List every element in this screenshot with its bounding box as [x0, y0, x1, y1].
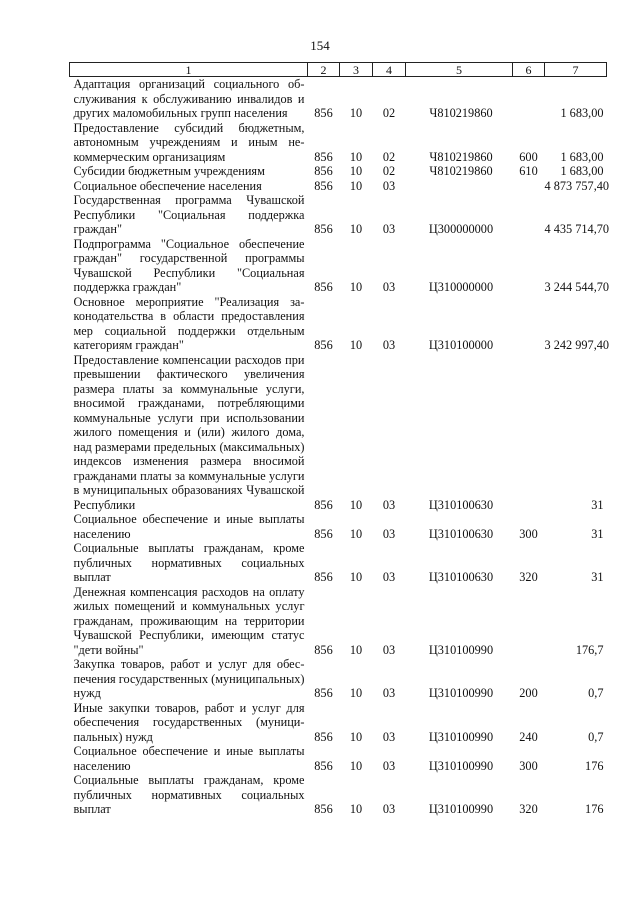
row-subsection-code: 03 [382, 526, 396, 541]
row-amount: 4 435 714,70 [544, 222, 610, 236]
row-ved-code: 856 [314, 178, 333, 193]
row-target-article: Ц310100990 [428, 802, 494, 816]
row-ved-code: 856 [314, 570, 333, 584]
row-amount: 176 [585, 758, 604, 773]
row-subsection-code: 02 [382, 106, 396, 120]
row-subsection-code: 02 [382, 164, 396, 178]
row-section-code: 10 [349, 686, 363, 700]
row-amount: 31 [591, 497, 604, 512]
row-subsection-code: 03 [382, 222, 396, 236]
row-section-code: 10 [349, 222, 363, 236]
row-amount: 4 873 757,40 [544, 178, 610, 193]
row-amount: 1 683,00 [560, 149, 604, 164]
row-amount: 1 683,00 [560, 164, 604, 178]
budget-table [69, 62, 610, 817]
row-amount: 3 244 544,70 [544, 280, 610, 294]
row-ved-code: 856 [314, 164, 333, 178]
row-expense-type [513, 179, 545, 194]
row-name: Иные закупки товаров, работ и услуг для обеспечения государственных (муниципальных) нужд [73, 700, 305, 744]
header-col-7: 7 [545, 63, 607, 77]
table-row [70, 701, 607, 745]
row-ved-code: 856 [314, 280, 333, 294]
row-target-article [406, 179, 513, 194]
row-expense-type [513, 295, 545, 353]
row-expense-type: 320 [519, 570, 538, 584]
table-row [70, 512, 607, 541]
row-subsection-code: 03 [382, 338, 396, 352]
row-target-article: Ц310100630 [428, 526, 494, 541]
row-subsection-code: 03 [382, 729, 396, 744]
row-amount: 31 [591, 570, 604, 584]
row-name: Субсидии бюджетным учреждениям [73, 164, 265, 178]
row-target-article: Ч810219860 [429, 149, 493, 164]
row-expense-type [513, 237, 545, 295]
page-number: 154 [310, 38, 330, 53]
table-body [70, 77, 610, 817]
row-name: Социальные выплаты гражданам, кроме публичных нормативных социальных выплат [73, 773, 305, 816]
row-name: Социальное обеспечение населения [73, 178, 262, 193]
row-expense-type [513, 77, 545, 121]
row-target-article: Ч810219860 [429, 164, 493, 178]
row-expense-type [513, 585, 545, 658]
table-row [70, 353, 607, 513]
row-target-article: Ц310100990 [428, 642, 494, 657]
table-row [70, 164, 607, 179]
row-target-article: Ц300000000 [428, 222, 494, 236]
row-name: Закупка товаров, работ и услуг для обеспечения государственных (муниципальных) нужд [73, 657, 305, 700]
row-section-code: 10 [349, 758, 363, 773]
table-row [70, 295, 607, 353]
row-expense-type: 240 [519, 729, 538, 744]
row-amount: 1 683,00 [560, 106, 604, 120]
row-section-code: 10 [349, 280, 363, 294]
row-section-code: 10 [349, 178, 363, 193]
row-ved-code: 856 [314, 526, 333, 541]
row-subsection-code: 03 [382, 280, 396, 294]
table-row [70, 657, 607, 701]
row-section-code: 10 [349, 497, 363, 512]
row-target-article: Ц310100990 [428, 758, 494, 773]
row-amount: 176 [585, 802, 604, 816]
row-section-code: 10 [349, 642, 363, 657]
row-name: Предоставление субсидий бюджетным, автономным учреждениям и иным некоммерческим организациям [73, 120, 305, 164]
row-target-article: Ц310100990 [428, 729, 494, 744]
row-name: Подпрограмма "Социальное обеспечение граждан" государственной программы Чувашской Республики "Социальная поддержка граждан" [73, 236, 305, 294]
row-ved-code: 856 [314, 642, 333, 657]
table-row [70, 237, 607, 295]
row-name: Адаптация организаций социального обслуживания к обслуживанию инвалидов и других маломобильных групп населения [73, 77, 305, 120]
row-name: Социальное обеспечение и иные выплаты населению [73, 744, 305, 773]
row-target-article: Ц310100990 [428, 686, 494, 700]
row-name: Основное мероприятие "Реализация законодательства в области предоставления мер социальной поддержки отдельным категориям граждан" [73, 294, 305, 352]
row-expense-type: 300 [519, 526, 538, 541]
row-subsection-code: 03 [382, 686, 396, 700]
row-name: Государственная программа Чувашской Республики "Социальная поддержка граждан" [73, 193, 305, 236]
header-col-2: 2 [308, 63, 340, 77]
row-section-code: 10 [349, 526, 363, 541]
table-row [70, 773, 607, 817]
table-row [70, 744, 607, 773]
row-ved-code: 856 [314, 222, 333, 236]
row-ved-code: 856 [314, 758, 333, 773]
row-section-code: 10 [349, 729, 363, 744]
row-target-article: Ц310100000 [428, 338, 494, 352]
header-col-5: 5 [406, 63, 513, 77]
row-ved-code: 856 [314, 497, 333, 512]
row-ved-code: 856 [314, 106, 333, 120]
row-name: Предоставление компенсации расходов при превышении фактического увеличения размера платы за коммунальные услуги, вносимой гражданами, потребляющими коммунальные услуги при использовании жилого помещения и (или) жилого дома, над размерами предельных (максимальных) индексов изменения размера вносимой гражданами платы за коммунальные услуги в муниципальных образованиях Чувашской Республики [73, 352, 305, 512]
row-section-code: 10 [349, 338, 363, 352]
table-row [70, 193, 607, 237]
row-ved-code: 856 [314, 729, 333, 744]
header-col-6: 6 [513, 63, 545, 77]
row-ved-code: 856 [314, 338, 333, 352]
row-section-code: 10 [349, 570, 363, 584]
row-section-code: 10 [349, 106, 363, 120]
header-row [70, 63, 607, 77]
row-section-code: 10 [349, 802, 363, 816]
row-section-code: 10 [349, 164, 363, 178]
row-expense-type: 600 [519, 149, 538, 164]
row-target-article: Ч810219860 [429, 106, 493, 120]
row-name: Социальное обеспечение и иные выплаты населению [73, 512, 305, 541]
row-ved-code: 856 [314, 149, 333, 164]
row-subsection-code: 03 [382, 497, 396, 512]
header-col-1: 1 [70, 63, 308, 77]
row-ved-code: 856 [314, 686, 333, 700]
table-row [70, 541, 607, 585]
row-amount: 0,7 [588, 686, 604, 700]
row-section-code: 10 [349, 149, 363, 164]
row-amount: 176,7 [575, 642, 604, 657]
row-subsection-code: 03 [382, 758, 396, 773]
row-target-article: Ц310100630 [428, 497, 494, 512]
row-name: Денежная компенсация расходов на оплату жилых помещений и коммунальных услуг гражданам, проживающим на территории Чувашской Республики, имеющим статус "дети войны" [73, 584, 305, 657]
row-name: Социальные выплаты гражданам, кроме публичных нормативных социальных выплат [73, 541, 305, 584]
row-subsection-code: 03 [382, 178, 396, 193]
row-target-article: Ц310000000 [428, 280, 494, 294]
row-subsection-code: 03 [382, 642, 396, 657]
row-expense-type: 200 [519, 686, 538, 700]
row-expense-type [513, 353, 545, 513]
table-row [70, 585, 607, 658]
row-amount: 3 242 997,40 [544, 338, 610, 352]
header-col-3: 3 [340, 63, 373, 77]
row-ved-code: 856 [314, 802, 333, 816]
row-subsection-code: 03 [382, 802, 396, 816]
row-expense-type: 610 [519, 164, 538, 178]
row-subsection-code: 02 [382, 149, 396, 164]
row-amount: 0,7 [588, 729, 604, 744]
row-subsection-code: 03 [382, 570, 396, 584]
row-amount: 31 [591, 526, 604, 541]
table-row [70, 121, 607, 165]
row-expense-type: 300 [519, 758, 538, 773]
row-expense-type [513, 193, 545, 237]
table-row [70, 77, 607, 121]
header-col-4: 4 [373, 63, 406, 77]
row-expense-type: 320 [519, 802, 538, 816]
table-row [70, 179, 607, 194]
row-target-article: Ц310100630 [428, 570, 494, 584]
